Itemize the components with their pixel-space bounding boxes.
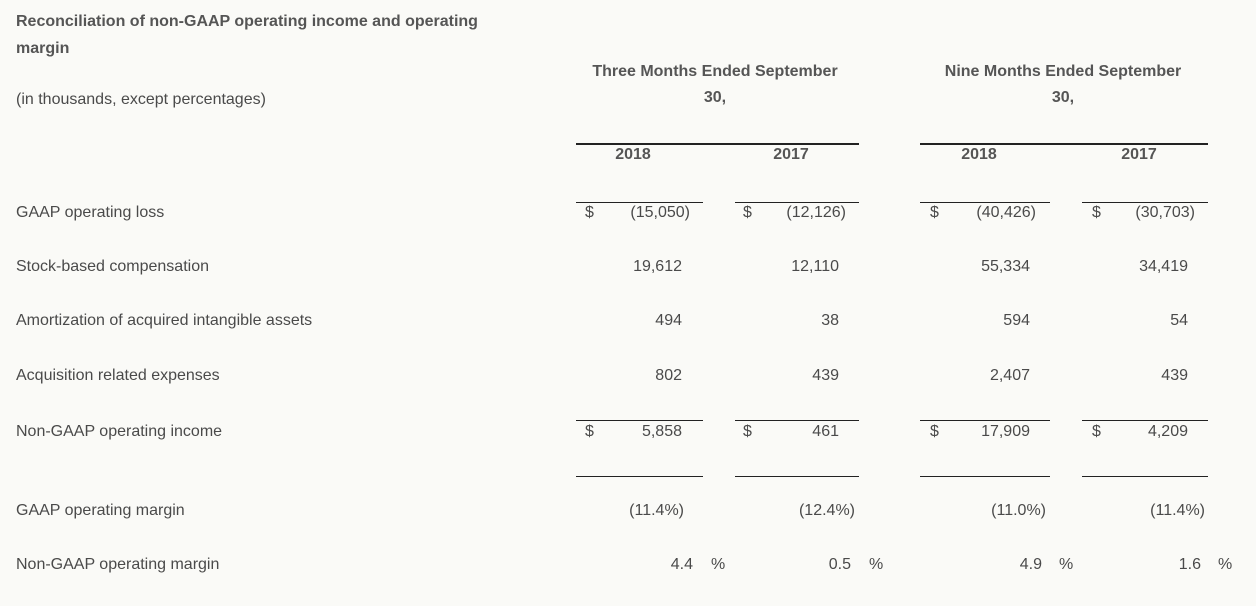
year-header-3m-2017: 2017 xyxy=(773,146,809,163)
cell-value: (12.4%) xyxy=(798,502,855,519)
cell-value: (11.4%) xyxy=(1150,502,1205,519)
row-label-acquisition-expenses: Acquisition related expenses xyxy=(16,367,220,384)
total-rule xyxy=(735,476,859,477)
percent-symbol: % xyxy=(869,556,884,573)
cell-value: 4,209 xyxy=(1147,423,1188,440)
header-rule-three-months xyxy=(576,143,859,145)
cell-value: (40,426) xyxy=(976,204,1036,221)
subtotal-rule xyxy=(576,420,703,421)
cell-value: 494 xyxy=(655,312,682,329)
table-title: Reconciliation of non-GAAP operating income and operating margin xyxy=(16,13,478,57)
currency-symbol: $ xyxy=(585,423,594,440)
col-rule xyxy=(920,202,1050,203)
row-label-gaap-operating-margin: GAAP operating margin xyxy=(16,502,185,519)
currency-symbol: $ xyxy=(1092,204,1101,221)
currency-symbol: $ xyxy=(743,423,752,440)
row-label-stock-based-compensation: Stock-based compensation xyxy=(16,258,209,275)
col-rule xyxy=(735,202,859,203)
year-header-9m-2017: 2017 xyxy=(1121,146,1157,163)
cell-value: 2,407 xyxy=(989,367,1030,384)
currency-symbol: $ xyxy=(930,204,939,221)
column-group-three-months: Three Months Ended September 30, xyxy=(592,63,838,106)
cell-value: 0.5 xyxy=(828,556,851,573)
cell-value: 594 xyxy=(1003,312,1030,329)
cell-value: (30,703) xyxy=(1135,204,1195,221)
cell-value: 5,858 xyxy=(641,423,682,440)
currency-symbol: $ xyxy=(743,204,752,221)
subtotal-rule xyxy=(735,420,859,421)
year-header-9m-2018: 2018 xyxy=(961,146,997,163)
cell-value: 4.4 xyxy=(670,556,693,573)
cell-value: 439 xyxy=(1161,367,1188,384)
cell-value: 802 xyxy=(655,367,682,384)
year-header-3m-2018: 2018 xyxy=(615,146,651,163)
cell-value: 34,419 xyxy=(1139,258,1188,275)
total-rule xyxy=(576,476,703,477)
cell-value: (12,126) xyxy=(786,204,846,221)
total-rule xyxy=(920,476,1050,477)
percent-symbol: % xyxy=(1059,556,1074,573)
cell-value: 1.6 xyxy=(1178,556,1201,573)
currency-symbol: $ xyxy=(1092,423,1101,440)
col-rule xyxy=(576,202,703,203)
cell-value: 38 xyxy=(821,312,839,329)
col-rule xyxy=(1082,202,1208,203)
column-group-nine-months: Nine Months Ended September 30, xyxy=(944,63,1182,106)
subtotal-rule xyxy=(920,420,1050,421)
cell-value: 461 xyxy=(812,423,839,440)
cell-value: 439 xyxy=(812,367,839,384)
cell-value: 4.9 xyxy=(1019,556,1042,573)
cell-value: (11.0%) xyxy=(991,502,1046,519)
cell-value: 19,612 xyxy=(633,258,682,275)
percent-symbol: % xyxy=(711,556,726,573)
cell-value: 17,909 xyxy=(981,423,1030,440)
subtotal-rule xyxy=(1082,420,1208,421)
cell-value: 54 xyxy=(1170,312,1188,329)
row-label-gaap-operating-loss: GAAP operating loss xyxy=(16,204,165,221)
units-note: (in thousands, except percentages) xyxy=(16,91,266,108)
cell-value: 12,110 xyxy=(791,258,839,275)
header-rule-nine-months xyxy=(920,143,1208,145)
cell-value: (11.4%) xyxy=(629,502,684,519)
row-label-amortization: Amortization of acquired intangible assets xyxy=(16,312,313,329)
currency-symbol: $ xyxy=(930,423,939,440)
row-label-non-gaap-operating-income: Non-GAAP operating income xyxy=(16,423,223,440)
cell-value: (15,050) xyxy=(630,204,690,221)
currency-symbol: $ xyxy=(585,204,594,221)
cell-value: 55,334 xyxy=(981,258,1030,275)
total-rule xyxy=(1082,476,1208,477)
percent-symbol: % xyxy=(1218,556,1233,573)
row-label-non-gaap-operating-margin: Non-GAAP operating margin xyxy=(16,556,220,573)
